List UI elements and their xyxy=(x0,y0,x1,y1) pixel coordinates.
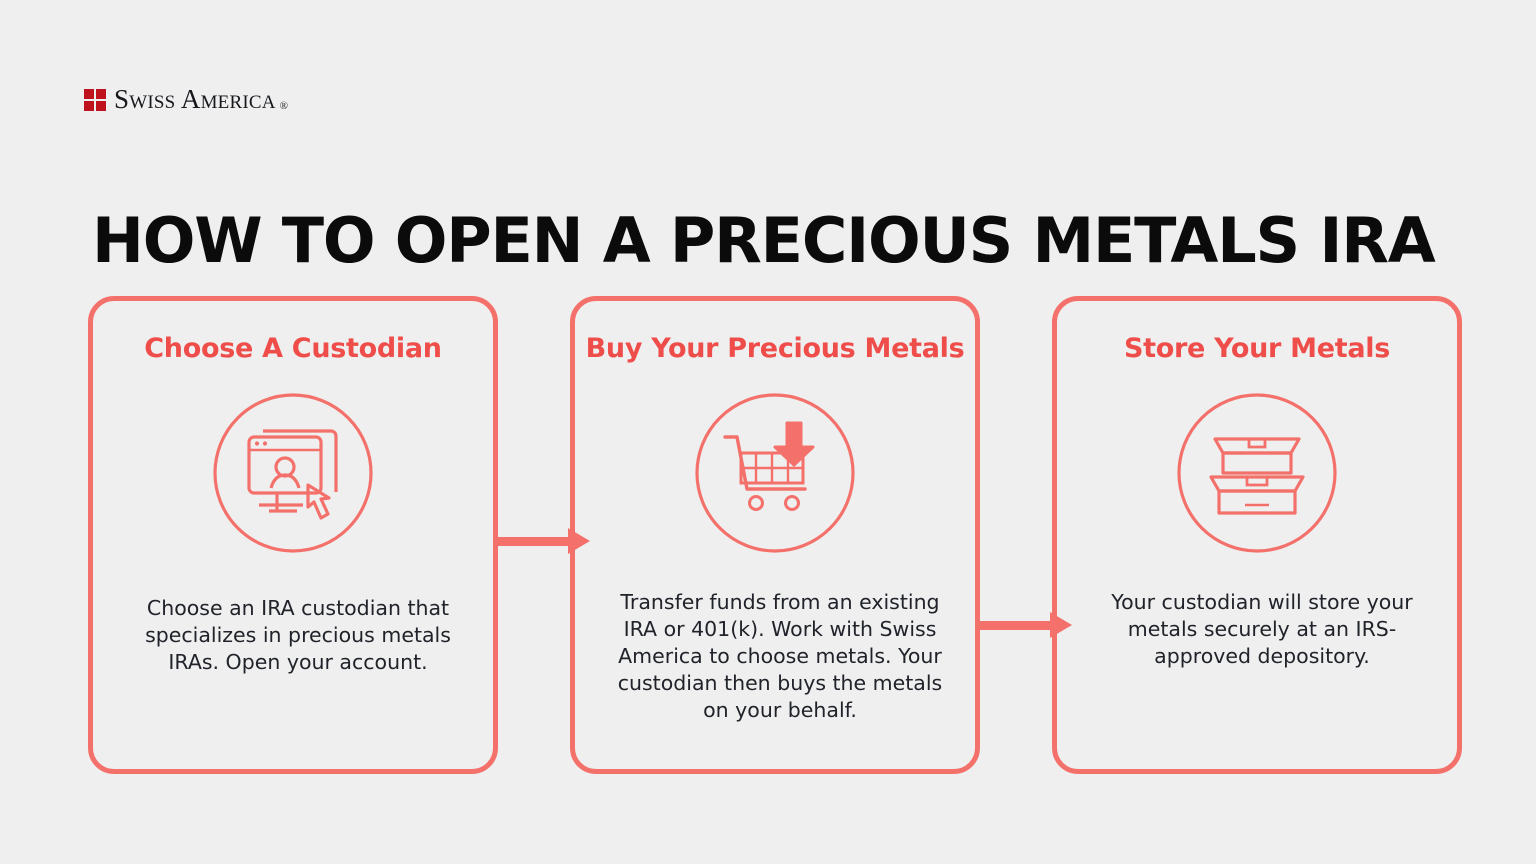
brand-name: Swiss America xyxy=(114,84,276,114)
step-card-store-your-metals xyxy=(1052,296,1462,774)
step-card-buy-your-precious-metals xyxy=(570,296,980,774)
step-title: Choose A Custodian xyxy=(144,333,442,364)
step-title: Buy Your Precious Metals xyxy=(585,333,965,364)
shopping-cart-download-icon xyxy=(695,393,855,553)
step-description: Choose an IRA custodian that specializes in precious metals IRAs. Open your account. xyxy=(145,596,451,675)
step-description: Transfer funds from an existing IRA or 401(k). Work with Swiss America to choose metals. Your custodian then buys the metals on your behalf. xyxy=(617,590,943,723)
step-description: Your custodian will store your metals securely at an IRS-approved depository. xyxy=(1111,590,1413,669)
page-title: HOW TO OPEN A PRECIOUS METALS IRA xyxy=(92,203,1435,277)
steps-container xyxy=(88,296,1448,776)
swiss-america-square-icon xyxy=(84,89,106,111)
stacked-storage-boxes-icon xyxy=(1177,393,1337,553)
brand-logo xyxy=(84,84,288,115)
step-title: Store Your Metals xyxy=(1123,333,1391,364)
step-card-choose-a-custodian xyxy=(88,296,498,774)
computer-user-click-icon xyxy=(213,393,373,553)
registered-mark: ® xyxy=(279,100,289,112)
